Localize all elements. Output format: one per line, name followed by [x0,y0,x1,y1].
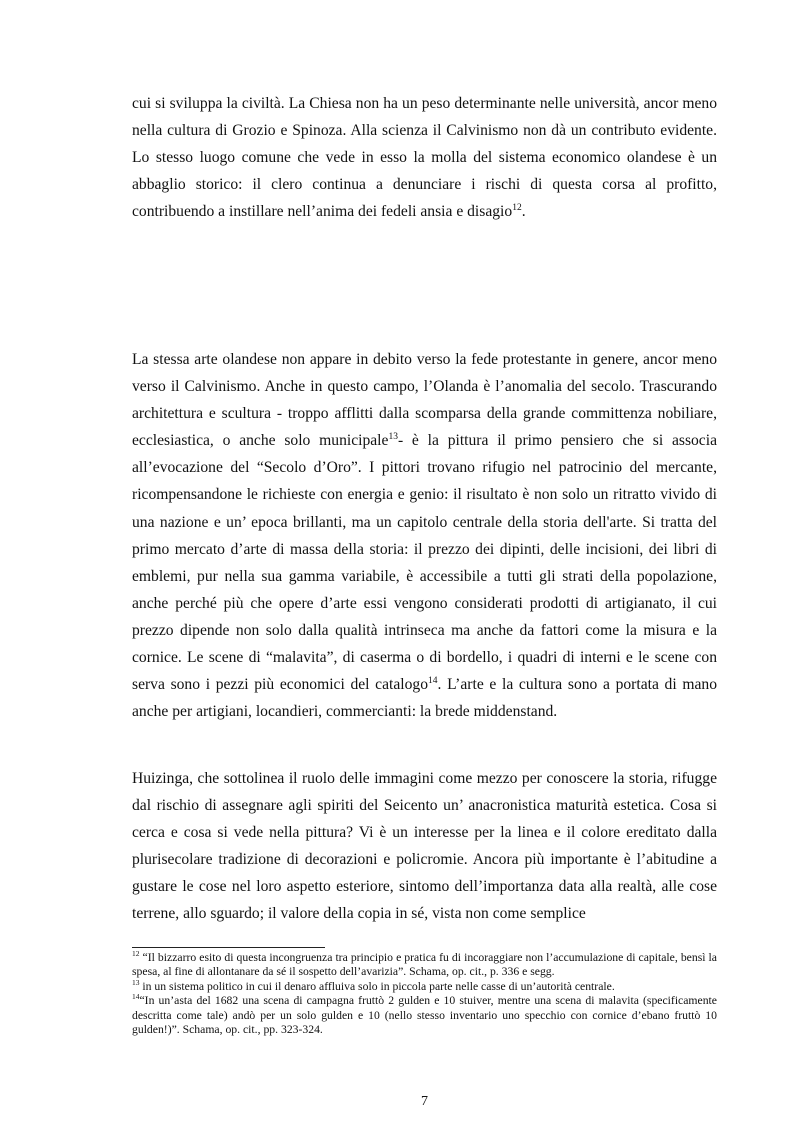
footnote-number: 14 [132,992,140,1002]
footnotes [132,951,717,1037]
paragraph-text-a: La stessa arte olandese non appare in debito verso la fede protestante in genere, ancor meno verso il Calvinismo. Anche in questo campo, l’Olanda è l’anomalia del secolo. Trascurando architettura e scultura - troppo afflitti dalla scomparsa della grande committenza nobiliare, ecclesiastica, o anche solo municipale [132,351,717,450]
footnote-text: “In un’asta del 1682 una scena di campagna fruttò 2 gulden e 10 stuiver, mentre una scena di malavita (specificamente descritta come tale) andò per un solo gulden e 10 (nello stesso inventario uno specchio con cornice d’ebano fruttò 10 gulden!)”. Schama, op. cit., pp. 323-324. [132,994,717,1037]
footnote-separator [132,947,325,948]
footnote-text: in un sistema politico in cui il denaro affluiva solo in piccola parte nelle casse di un’autorità centrale. [139,979,615,993]
paragraph-tail: . [521,203,526,221]
footnote-number: 13 [132,977,140,987]
body-paragraph-1 [132,90,717,225]
footnote-12 [132,951,717,980]
paragraph-text: Huizinga, che sottolinea il ruolo delle immagini come mezzo per conoscere la storia, rifugge dal rischio di assegnare agli spiriti del Seicento un’ anacronistica maturità estetica. Cosa si cerca e cosa si vede nella pittura? Vi è un interesse per la linea e il colore ereditato dalla plurisecolare tradizione di decorazioni e policromie. Ancora più importante è l’abitudine a gustare le cose nel loro aspetto esteriore, sintomo dell’importanza data alla realtà, alle cose terrene, allo sguardo; il valore della copia in sé, vista non come semplice [132,770,717,923]
page-number: 7 [421,1094,428,1109]
footnote-14 [132,994,717,1037]
body-paragraph-3 [132,765,717,928]
footnote-13 [132,977,717,994]
paragraph-text-b: - è la pittura il primo pensiero che si associa all’evocazione del “Secolo d’Oro”. I pittori trovano rifugio nel patrocinio del mercante, ricompensandone le richieste con energia e genio: il risultato è non solo un ritratto vivido di una nazione e un’ epoca brillanti, ma un capitolo centrale della storia dell'arte. Si tratta del primo mercato d’arte di massa della storia: il prezzo dei dipinti, delle incisioni, dei libri di emblemi, pur nella sua gamma variabile, è accessibile a tutti gli strati della popolazione, anche perché più che opere d’arte essi vengono considerati prodotti di artigianato, il cui prezzo dipende non solo dalla qualità intrinseca ma anche da fattori come la misura e la cornice. Le scene di “malavita”, di caserma o di bordello, i quadri di interni e le scene con serva sono i pezzi più economici del catalogo [132,432,717,694]
footnote-text: “Il bizzarro esito di questa incongruenza tra principio e pratica fu di incoraggiare non l’accumulazione di capitale, bensì la spesa, al fine di allontanare da sé il sospetto dell’avarizia”. Schama, op. cit., p. 336 e segg. [132,951,717,979]
footnote-number: 12 [132,949,140,959]
footnote-ref-14[interactable]: 14 [428,675,438,686]
paragraph-text: cui si sviluppa la civiltà. La Chiesa non ha un peso determinante nelle università, ancor meno nella cultura di Grozio e Spinoza. Alla scienza il Calvinismo non dà un contributo evidente. Lo stesso luogo comune che vede in esso la molla del sistema economico olandese è un abbaglio storico: il clero continua a denunciare i rischi di questa corsa al profitto, contribuendo a instillare nell’anima dei fedeli ansia e disagio [132,95,717,221]
body-paragraph-2 [132,346,717,725]
footnote-ref-13[interactable]: 13 [388,432,398,443]
footnote-ref-12[interactable]: 12 [512,203,522,214]
paragraph-text-c: . L’arte e la cultura sono a portata di mano anche per artigiani, locandieri, commercianti: la brede middenstand. [132,676,717,721]
